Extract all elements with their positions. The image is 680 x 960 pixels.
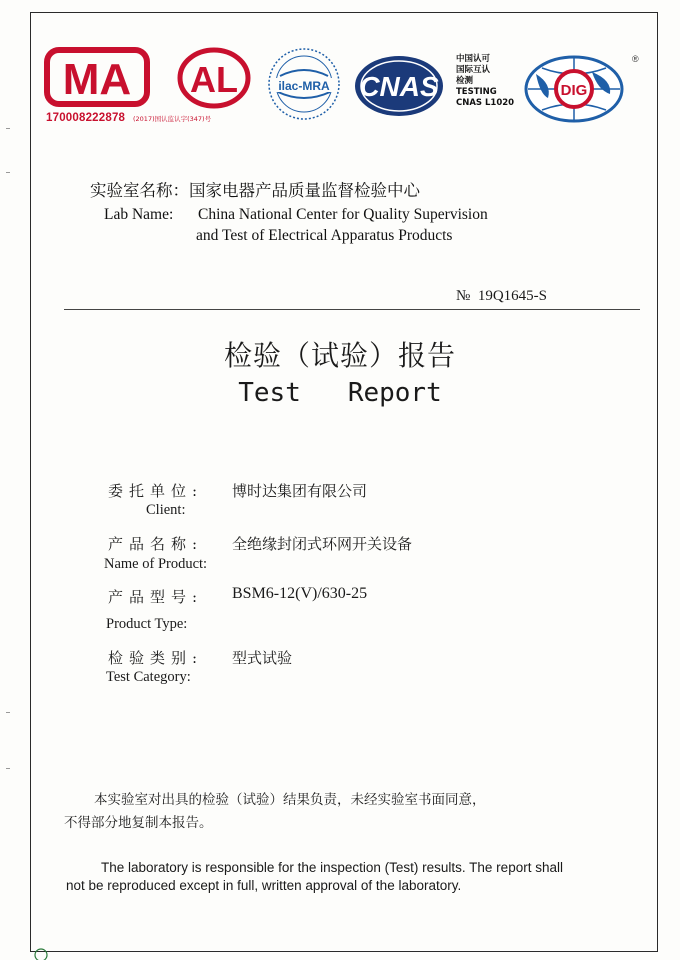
cnas-line: CNAS L1020 — [456, 98, 515, 108]
cnas-text: CNAS — [359, 71, 439, 102]
report-title-en: Test Report — [238, 378, 442, 408]
cal-logo — [176, 46, 252, 114]
field-client-label-en: Client: — [146, 502, 186, 518]
header-rule — [64, 309, 640, 310]
cma-number: 170008222878 — [46, 112, 126, 124]
margin-mark — [6, 712, 10, 713]
cma-mark-icon — [44, 46, 150, 108]
notice-cn-line2: 不得部分地复制本报告。 — [64, 815, 213, 831]
lab-name-en-line1: China National Center for Quality Supervision — [198, 206, 488, 223]
lab-name-cn-value: 国家电器产品质量监督检验中心 — [189, 181, 420, 200]
cnas-mark-icon — [352, 54, 446, 118]
cqc-letters: DIG — [560, 82, 588, 99]
notice-en-line2: not be reproduced except in full, written approval of the laboratory. — [66, 878, 462, 893]
lab-name-cn — [90, 177, 420, 201]
field-type-value: BSM6-12(V)/630-25 — [232, 585, 368, 602]
field-type-label-en: Product Type: — [106, 616, 188, 632]
globe-icon — [522, 54, 626, 124]
lab-name-en-label: Lab Name: — [104, 206, 174, 223]
field-category-label-cn: 检验类别: — [108, 649, 204, 667]
cqc-logo — [522, 54, 626, 128]
ilac-mark-icon — [266, 46, 342, 122]
field-product-label-en: Name of Product: — [104, 556, 208, 572]
field-category-value: 型式试验 — [232, 649, 293, 667]
margin-mark — [6, 172, 10, 173]
field-client-value: 博时达集团有限公司 — [232, 482, 368, 500]
cnas-line: 国际互认 — [456, 65, 491, 75]
field-client-label-cn: 委托单位: — [108, 482, 204, 500]
field-category-label-en: Test Category: — [106, 669, 191, 685]
report-number — [456, 288, 547, 305]
margin-mark — [6, 768, 10, 769]
margin-mark — [6, 128, 10, 129]
corner-stamp-icon — [34, 948, 48, 960]
cnas-line: 检测 — [456, 76, 474, 86]
cnas-side-text — [456, 54, 514, 109]
report-number-value: 19Q1645-S — [477, 288, 547, 304]
field-product-label-cn: 产品名称: — [108, 535, 204, 553]
report-title-cn: 检验（试验）报告 — [223, 339, 456, 372]
cnas-logo — [352, 54, 446, 122]
lab-name-en-line2: and Test of Electrical Apparatus Products — [196, 227, 453, 244]
cma-letters: MA — [62, 55, 132, 104]
notice-en-line1: The laboratory is responsible for the inspection (Test) results. The report shall — [101, 860, 563, 875]
ilac-text: ilac-MRA — [278, 79, 330, 93]
cnas-line: TESTING — [456, 87, 497, 97]
cnas-line: 中国认可 — [456, 54, 491, 64]
field-product-value: 全绝缘封闭式环网开关设备 — [232, 535, 413, 553]
notice-cn-line1: 本实验室对出具的检验（试验）结果负责，未经实验室书面同意， — [94, 792, 486, 808]
ilac-logo — [266, 46, 342, 126]
report-number-prefix: № — [456, 288, 471, 304]
registered-mark: ® — [632, 54, 639, 64]
cma-note: (2017)国认监认字(347)号 — [133, 115, 212, 123]
cal-letters: AL — [190, 59, 238, 100]
field-type-label-cn: 产品型号: — [108, 588, 204, 606]
cal-mark-icon — [176, 46, 252, 110]
lab-name-cn-label: 实验室名称： — [90, 181, 189, 200]
